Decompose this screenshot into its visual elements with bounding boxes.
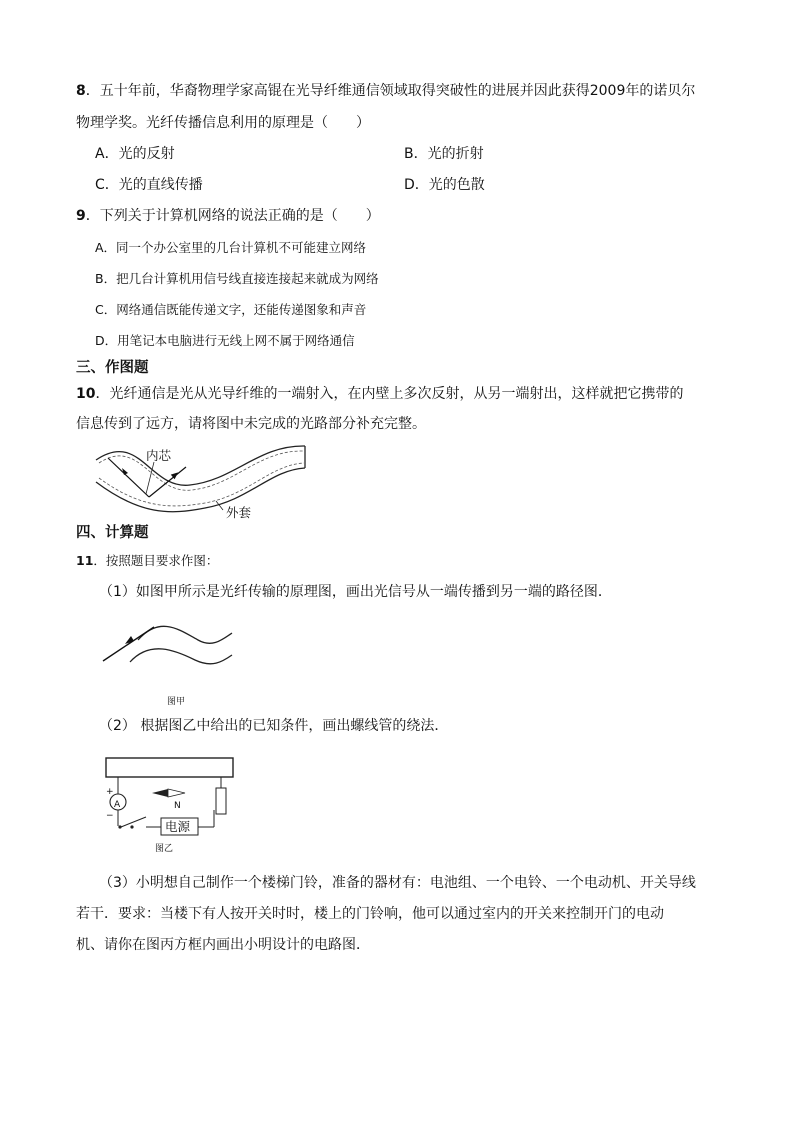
figure-yi-caption: 图乙	[155, 844, 174, 854]
q8-option-c: C．光的直线传播	[95, 177, 203, 193]
q8-option-d: D．光的色散	[404, 177, 485, 193]
question-8-line2: 物理学奖。光纤传播信息利用的原理是（ ）	[76, 115, 370, 131]
ammeter-plus: +	[106, 787, 114, 797]
ammeter-label: A	[114, 800, 121, 810]
q11-part3-line2: 若干．要求：当楼下有人按开关时时，楼上的门铃响，他可以通过室内的开关来控制开门的电动	[76, 906, 664, 922]
figure-jia-caption: 图甲	[167, 697, 186, 707]
question-10-line2: 信息传到了远方，请将图中未完成的光路部分补充完整。	[76, 416, 426, 432]
needle-n-label: N	[174, 801, 181, 811]
q8-option-b: B．光的折射	[404, 146, 484, 162]
q11-part1: （1）如图甲所示是光纤传输的原理图，画出光信号从一端传播到另一端的路径图．	[99, 584, 612, 600]
question-11-stem: 11．按照题目要求作图：	[76, 553, 219, 568]
q8-option-a: A．光的反射	[95, 146, 175, 162]
q9-option-a: A．同一个办公室里的几台计算机不可能建立网络	[95, 240, 367, 255]
question-9-stem: 9．下列关于计算机网络的说法正确的是（ ）	[76, 208, 380, 224]
ammeter-minus: −	[106, 811, 114, 821]
q11-part2: （2） 根据图乙中给出的已知条件，画出螺线管的绕法．	[99, 718, 449, 734]
q11-part3-line1: （3）小明想自己制作一个楼梯门铃，准备的器材有：电池组、一个电铃、一个电动机、开关导线	[99, 875, 696, 891]
section-4-heading: 四、计算题	[76, 525, 149, 541]
q9-option-d: D．用笔记本电脑进行无线上网不属于网络通信	[95, 333, 355, 348]
question-8-line1: 8．五十年前，华裔物理学家高锟在光导纤维通信领域取得突破性的进展并因此获得2009年的诺贝尔	[76, 83, 696, 99]
question-10-line1: 10．光纤通信是光从光导纤维的一端射入，在内壁上多次反射，从另一端射出，这样就把它携带的	[76, 386, 684, 402]
power-source-label: 电源	[165, 819, 191, 834]
q9-option-b: B．把几台计算机用信号线直接连接起来就成为网络	[95, 271, 379, 286]
section-3-heading: 三、作图题	[76, 360, 149, 376]
q11-part3-line3: 机、请你在图丙方框内画出小明设计的电路图．	[76, 937, 370, 953]
label-sheath: 外套	[226, 505, 252, 520]
label-core: 内芯	[146, 448, 172, 463]
q9-option-c: C．网络通信既能传递文字，还能传递图象和声音	[95, 302, 367, 317]
